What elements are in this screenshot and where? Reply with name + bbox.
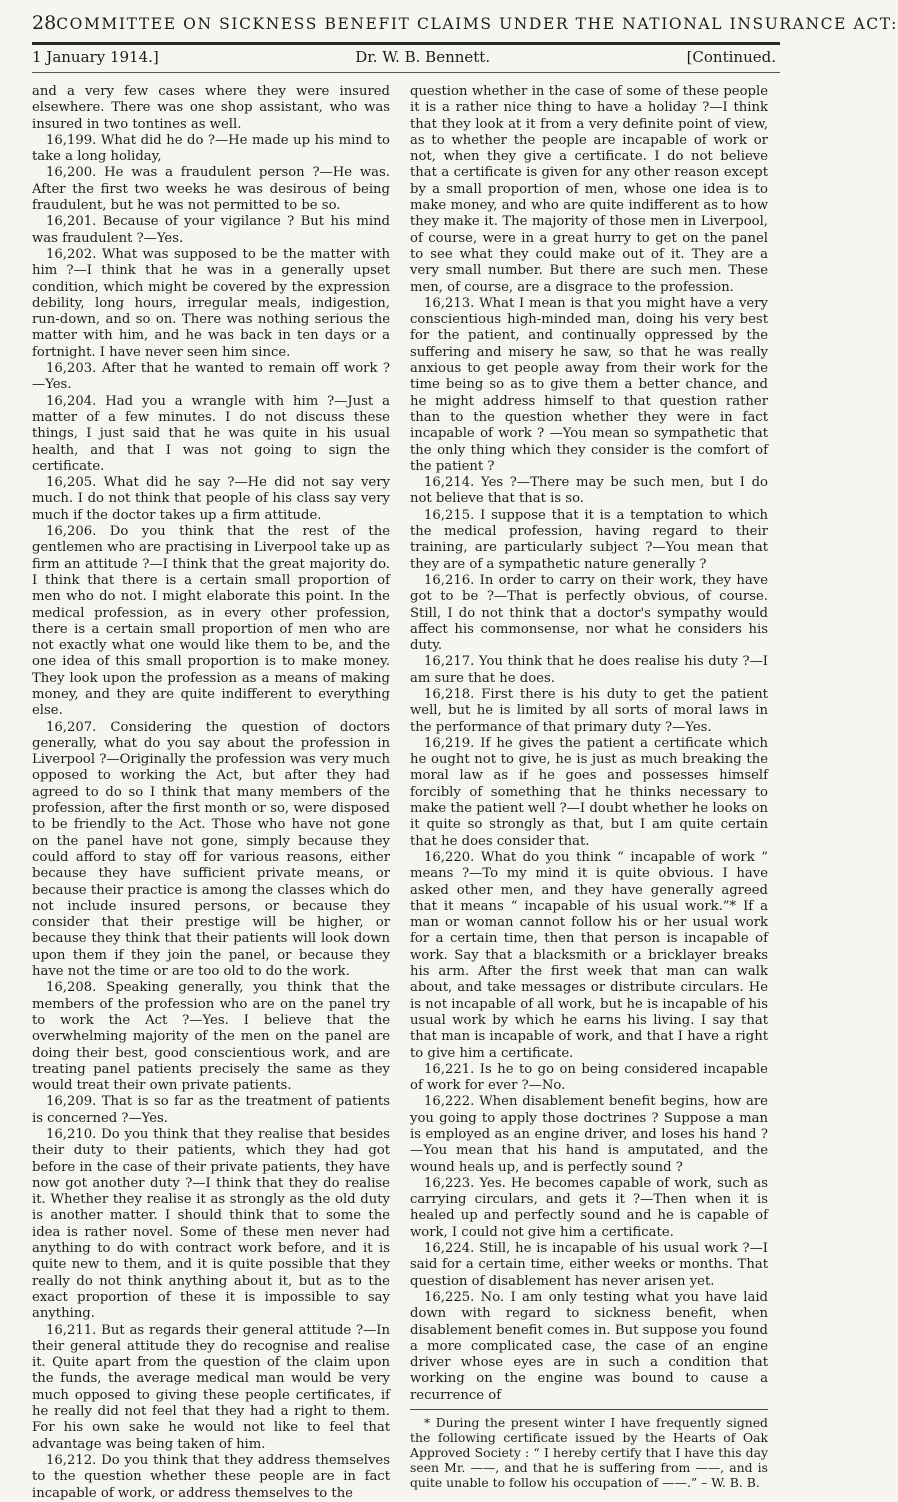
left-column-paragraph: 16,210. Do you think that they realise that besides their duty to their patients, which they had got before in the case of their private patients, they have now got another duty ?—I think that they do realise it. Whether they realise it as strongly as the old duty is another matter. I should think that to some the idea is rather novel. Some of these men never had anything to do with contract work before, and it is quite new to them, and it is quite possible that they really do not think anything about it, but as to the exact proportion of these it is impossible to say anything.	[32, 1127, 390, 1322]
left-column-paragraph: 16,200. He was a fraudulent person ?—He was. After the first two weeks he was desirous of being fraudulent, but he was not permitted to be so.	[32, 165, 390, 214]
left-column-paragraph: 16,203. After that he wanted to remain off work ?—Yes.	[32, 361, 390, 393]
right-column-paragraph: 16,219. If he gives the patient a certificate which he ought not to give, he is just as much breaking the moral law as if he goes and possesses himself forcibly of something that he thinks necessary to make the patient well ?—I doubt whether he looks on it quite so strongly as that, but I am quite certain that he does consider that.	[410, 735, 768, 849]
footnote-rule	[410, 1409, 768, 1410]
footnote: * During the present winter I have frequently signed the following certificate issued by the Hearts of Oak Approved Society : “ I hereby certify that I have this day seen Mr. ——, and that he is suffering from ——, and is quite unable to follow his occupation of ——.” – W. B. B.	[410, 1415, 768, 1491]
header-status: [Continued.	[686, 48, 776, 66]
right-column-text	[410, 84, 768, 1404]
right-column-paragraph: 16,220. What do you think “ incapable of work ” means ?—To my mind it is quite obvious. I have asked other men, and they have generally agreed that it means “ incapable of his usual work.”* If a man or woman cannot follow his or her usual work for a certain time, then that person is incapable of work. Say that a blacksmith or a bricklayer breaks his arm. After the first week that man can walk about, and take messages or distribute circulars. He is not incapable of all work, but he is incapable of his usual work by which he earns his living. I say that that man is incapable of work, and that I have a right to give him a certificate.	[410, 849, 768, 1061]
left-column-paragraph: 16,209. That is so far as the treatment of patients is concerned ?—Yes.	[32, 1094, 390, 1126]
right-column-paragraph: 16,214. Yes ?—There may be such men, but I do not believe that that is so.	[410, 475, 768, 507]
left-column-paragraph: 16,202. What was supposed to be the matter with him ?—I think that he was in a generally upset condition, which might be covered by the expression debility, long hours, irregular meals, indigestion, run-down, and so on. There was nothing serious the matter with him, and he was back in ten days or a fortnight. I have never seen him since.	[32, 246, 390, 360]
running-title: COMMITTEE ON SICKNESS BENEFIT CLAIMS UNDER THE NATIONAL INSURANCE ACT:	[56, 15, 898, 33]
right-column-paragraph: 16,218. First there is his duty to get the patient well, but he is limited by all sorts of moral laws in the performance of that primary duty ?—Yes.	[410, 686, 768, 735]
right-column-paragraph: 16,224. Still, he is incapable of his usual work ?—I said for a certain time, either weeks or months. That question of disablement has never arisen yet.	[410, 1241, 768, 1289]
right-column-paragraph: 16,222. When disablement benefit begins, how are you going to apply those doctrines ? Suppose a man is employed as an engine driver, and loses his hand ?—You mean that his hand is amputated, and the wound heals up, and is perfectly sound ?	[410, 1094, 768, 1175]
right-column-paragraph: 16,216. In order to carry on their work, they have got to be ?—That is perfectly obvious, of course. Still, I do not think that a doctor's sympathy would affect his commonsense, nor what he considers his duty.	[410, 572, 768, 654]
header-witness: Dr. W. B. Bennett.	[355, 48, 491, 66]
page-number: 28	[32, 12, 57, 34]
left-column-paragraph: 16,212. Do you think that they address themselves to the question whether these people are in fact incapable of work, or address themselves to the	[32, 1452, 390, 1501]
left-column-paragraph: 16,206. Do you think that the rest of the gentlemen who are practising in Liverpool take up as firm an attitude ?—I think that the great majority do. I think that there is a certain small proportion of men who do not. I might elaborate this point. In the medical profession, as in every other profession, there is a certain small proportion of men who are not exactly what one would like them to be, and the one idea of this small proportion is to make money. They look upon the profession as a means of making money, and they are quite indifferent to everything else.	[32, 524, 390, 719]
right-column-paragraph: 16,213. What I mean is that you might have a very conscientious high-minded man, doing his very best for the patient, and continually oppressed by the suffering and misery he saw, so that he was really anxious to get people away from their work for the time being so as to give them a better chance, and he might address himself to that question rather than to the question whether they were in fact incapable of work ? —You mean so sympathetic that the only thing which they consider is the comfort of the patient ?	[410, 295, 768, 474]
left-column-paragraph: 16,199. What did he do ?—He made up his mind to take a long holiday,	[32, 132, 390, 165]
left-column-paragraph: 16,204. Had you a wrangle with him ?—Just a matter of a few minutes. I do not discuss these things, I just said that he was quite in his usual health, and that I was not going to sign the certificate.	[32, 393, 390, 474]
header-subline	[32, 48, 776, 66]
left-column-paragraph: and a very few cases where they were insured elsewhere. There was one shop assistant, who was insured in two tontines as well.	[32, 84, 390, 132]
right-column-paragraph: 16,217. You think that he does realise his duty ?—I am sure that he does.	[410, 654, 768, 686]
running-header	[32, 12, 898, 34]
left-column-paragraph: 16,211. But as regards their general attitude ?—In their general attitude they do recognise and realise it. Quite apart from the question of the claim upon the funds, the average medical man would be very much opposed to giving these people certificates, if he really did not feel that they had a right to them. For his own sake he would not like to feel that advantage was being taken of him.	[32, 1322, 390, 1452]
right-column-paragraph: 16,223. Yes. He becomes capable of work, such as carrying circulars, and gets it ?—Then when it is healed up and perfectly sound and he is capable of work, I could not give him a certificate.	[410, 1175, 768, 1240]
left-column-paragraph: 16,205. What did he say ?—He did not say very much. I do not think that people of his class say very much if the doctor takes up a firm attitude.	[32, 475, 390, 523]
header-rule	[32, 42, 780, 45]
right-column-paragraph: 16,225. No. I am only testing what you have laid down with regard to sickness benefit, when disablement benefit comes in. But suppose you found a more complicated case, the case of an engine driver whose eyes are in such a condition that working on the engine was bound to cause a recurrence of	[410, 1289, 768, 1403]
left-column	[32, 84, 390, 1502]
right-column-paragraph: question whether in the case of some of these people it is a rather nice thing to have a holiday ?—I think that they look at it from a very definite point of view, as to whether the people are incapable of work or not, when they give a certificate. I do not believe that a certificate is given for any other reason except by a small proportion of men, whose one idea is to make money, and who are quite indifferent as to how they make it. The majority of those men in Liverpool, of course, were in a great hurry to get on the panel to see what they could make out of it. They are a very small number. But there are such men. These men, of course, are a disgrace to the profession.	[410, 84, 768, 295]
header-date: 1 January 1914.]	[32, 48, 159, 66]
right-column-paragraph: 16,215. I suppose that it is a temptation to which the medical profession, having regard to their training, are particularly subject ?—You mean that they are of a sympathetic nature generally ?	[410, 507, 768, 572]
right-column	[410, 84, 768, 1490]
left-column-paragraph: 16,201. Because of your vigilance ? But his mind was fraudulent ?—Yes.	[32, 214, 390, 246]
header-rule-thin	[32, 72, 780, 73]
right-column-paragraph: 16,221. Is he to go on being considered incapable of work for ever ?—No.	[410, 1061, 768, 1094]
left-column-paragraph: 16,207. Considering the question of doctors generally, what do you say about the profession in Liverpool ?—Originally the profession was very much opposed to working the Act, but after they had agreed to do so I think that many members of the profession, after the first month or so, were disposed to be friendly to the Act. Those who have not gone on the panel have not gone, simply because they could afford to stay off for various reasons, either because they have sufficient private means, or because their practice is among the classes which do not include insured persons, or because they consider that their prestige will be higher, or because they think that their patients will look down upon them if they join the panel, or because they have not the time or are too old to do the work.	[32, 719, 390, 980]
left-column-paragraph: 16,208. Speaking generally, you think that the members of the profession who are on the panel try to work the Act ?—Yes. I believe that the overwhelming majority of the men on the panel are doing their best, good conscientious work, and are treating panel patients precisely the same as they would treat their own private patients.	[32, 980, 390, 1094]
